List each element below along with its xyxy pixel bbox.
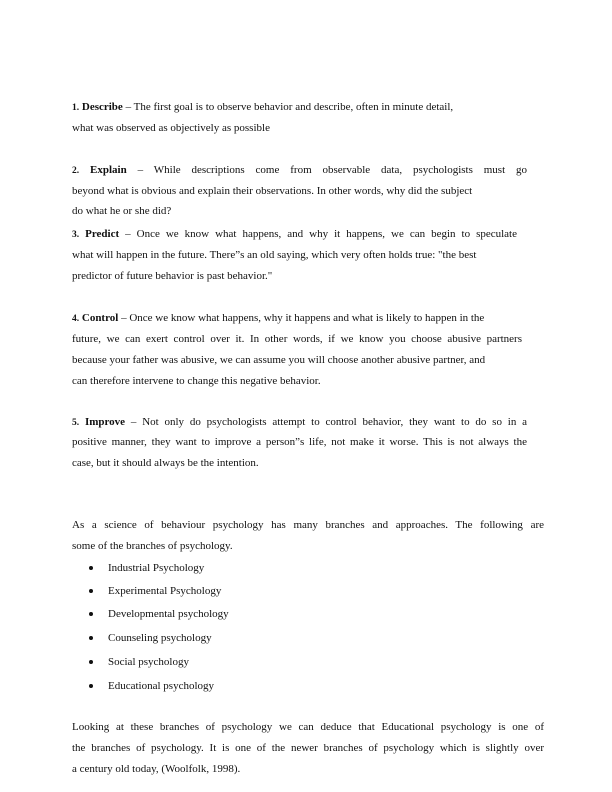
branches-intro-line-1: As a science of behaviour psychology has many branches and approaches. The following are (72, 519, 544, 531)
goal-term: Describe (81, 101, 123, 113)
goal-control-line-3: because your father was abusive, we can assume you will choose another abusive partner, and (72, 354, 486, 366)
goal-explain-line-1: 2. Explain – While descriptions come from observable data, psychologists must go (72, 164, 528, 176)
goal-explain-line-2: beyond what is obvious and explain their observations. In other words, why did the subject (72, 185, 473, 197)
goal-explain-line-3: do what he or she did? (72, 205, 172, 217)
bullet-icon (89, 612, 93, 616)
goal-number: 5. (72, 418, 80, 428)
goal-term: Improve (84, 416, 126, 428)
goal-number: 1. (72, 103, 80, 113)
goal-describe-line-1: 1. Describe – The first goal is to observe behavior and describe, often in minute detail, (72, 101, 454, 113)
goal-control-line-1: 4. Control – Once we know what happens, why it happens and what is likely to happen in the (72, 312, 485, 324)
goal-improve-line-2: positive manner, they want to improve a person”s life, not make it worse. This is not always the (72, 436, 527, 448)
goal-predict-line-1: 3. Predict – Once we know what happens, and why it happens, we can begin to speculate (72, 228, 517, 240)
bullet-icon (89, 660, 93, 664)
conclusion-line-2: the branches of psychology. It is one of the newer branches of psychology which is slightly over (72, 742, 544, 754)
bullet-icon (89, 684, 93, 688)
goal-predict-line-3: predictor of future behavior is past behavior." (72, 270, 273, 282)
branches-intro-line-2: some of the branches of psychology. (72, 540, 233, 552)
conclusion-line-1: Looking at these branches of psychology we can deduce that Educational psychology is one of (72, 721, 544, 733)
goal-number: 3. (72, 230, 80, 240)
goal-term: Predict (85, 228, 120, 240)
goal-term: Explain (90, 164, 127, 176)
bullet-icon (89, 636, 93, 640)
goal-predict-line-2: what will happen in the future. There”s an old saying, which very often holds true: "the best (72, 249, 477, 261)
goal-improve-line-3: case, but it should always be the intention. (72, 457, 259, 469)
bullet-icon (89, 566, 93, 570)
conclusion-line-3: a century old today, (Woolfolk, 1998). (72, 763, 241, 775)
goal-improve-line-1: 5. Improve – Not only do psychologists attempt to control behavior, they want to do so in a (72, 416, 528, 428)
goal-term: Control (81, 312, 119, 324)
bullet-icon (89, 589, 93, 593)
goal-control-line-4: can therefore intervene to change this negative behavior. (72, 375, 321, 387)
goal-control-line-2: future, we can exert control over it. In other words, if we know you choose abusive partners (72, 333, 522, 345)
goal-number: 2. (72, 166, 80, 176)
goal-describe-line-2: what was observed as objectively as possible (72, 122, 270, 134)
goal-number: 4. (72, 314, 80, 324)
